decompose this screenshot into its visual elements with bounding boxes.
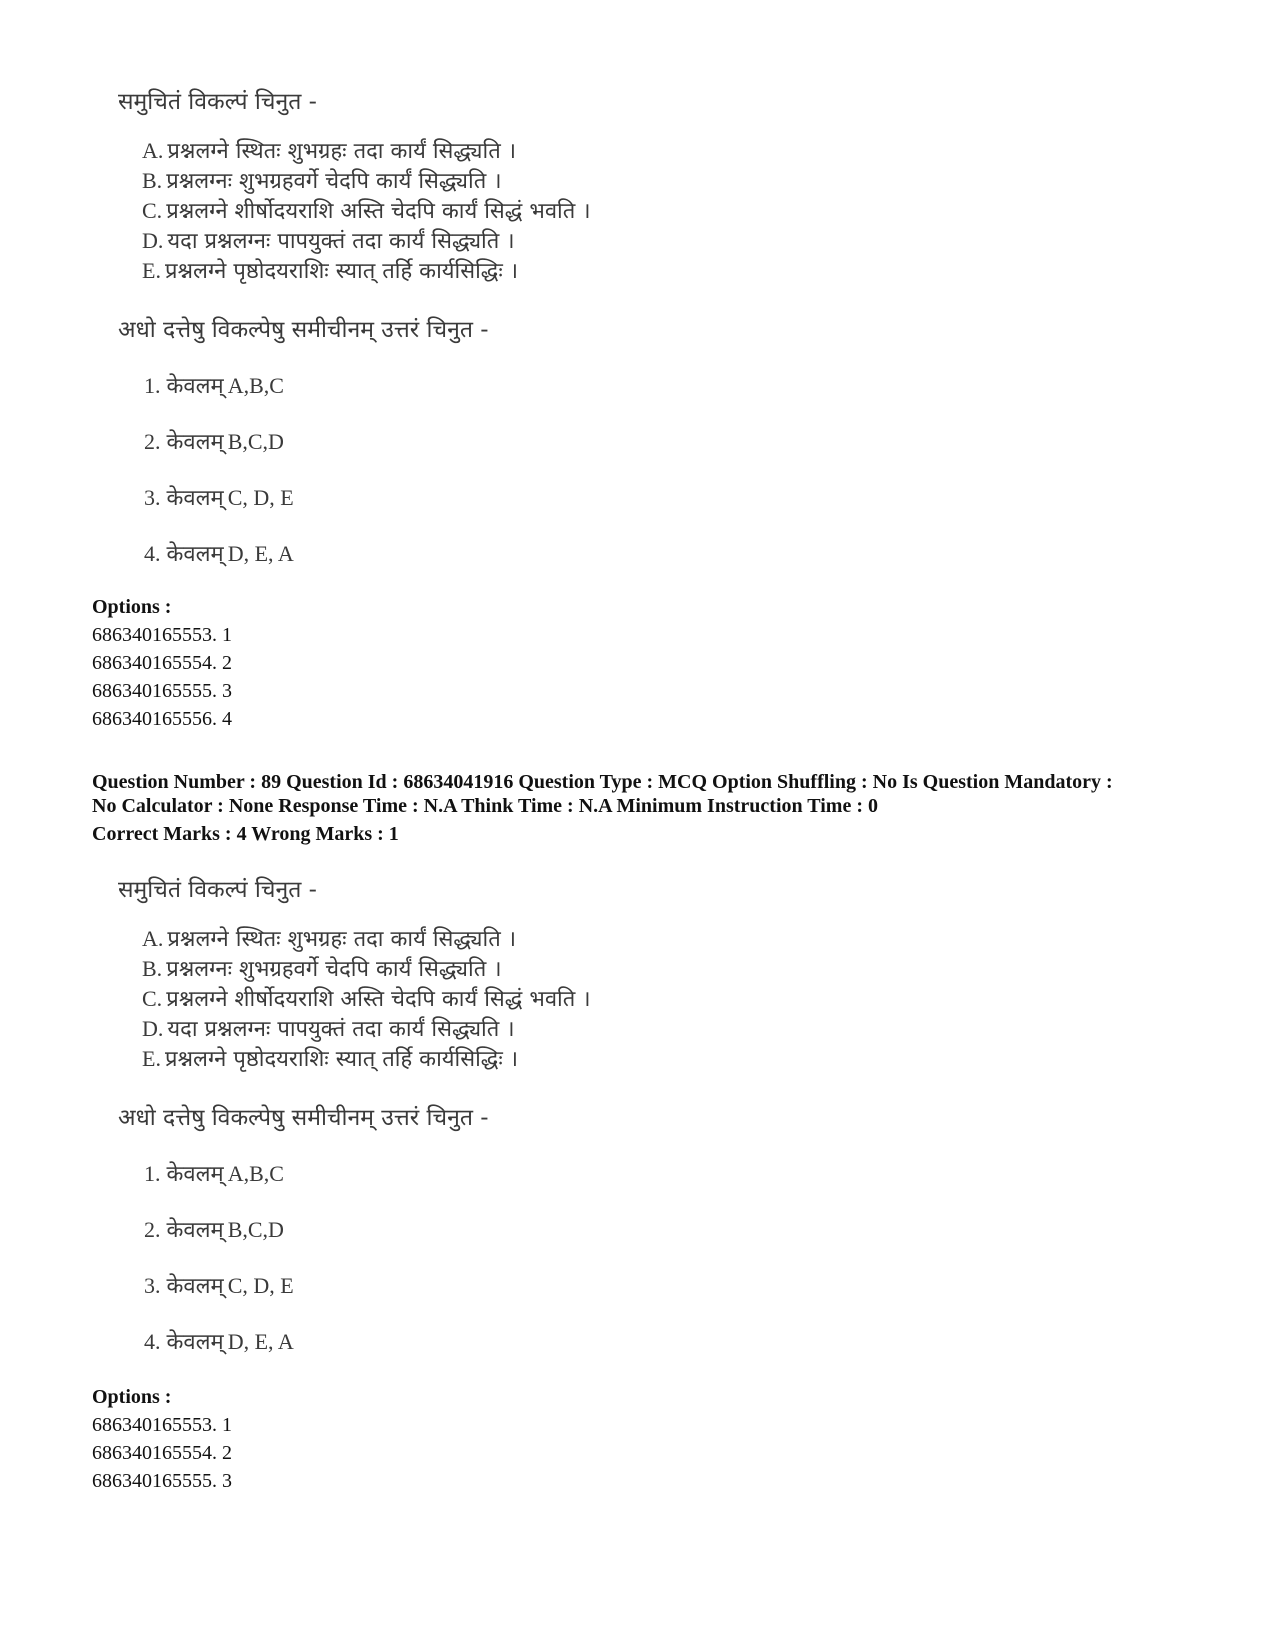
question-instruction: समुचितं विकल्पं चिनुत -: [118, 877, 317, 903]
choice-3: [144, 1270, 294, 1300]
choice-word: केवलम्: [166, 1330, 224, 1355]
statement-b: [142, 170, 502, 193]
choice-number: 4.: [144, 1329, 161, 1354]
statement-label: A.: [142, 926, 164, 951]
statement-text: प्रश्नलग्ने पृष्ठोदयराशिः स्यात् तर्हि कार्यसिद्धिः ।: [164, 259, 519, 284]
choice-number: 1.: [144, 1161, 161, 1186]
options-title: Options :: [92, 1386, 172, 1408]
statement-e: [142, 1048, 518, 1071]
option-row: 686340165553. 1: [92, 624, 232, 646]
question-meta-line2: No Calculator : None Response Time : N.A Think Time : N.A Minimum Instruction Time : 0: [92, 795, 878, 817]
choice-word: केवलम्: [166, 1274, 224, 1299]
choice-word: केवलम्: [166, 1218, 224, 1243]
statement-label: C.: [142, 198, 163, 223]
choice-2: [144, 426, 284, 456]
option-row: 686340165554. 2: [92, 652, 232, 674]
choice-2: [144, 1214, 284, 1244]
choice-1: [144, 1158, 284, 1188]
statement-label: A.: [142, 138, 164, 163]
option-row: 686340165555. 3: [92, 1470, 232, 1492]
choice-value: C, D, E: [227, 1273, 294, 1298]
choice-value: B,C,D: [227, 1217, 284, 1242]
option-row: 686340165555. 3: [92, 680, 232, 702]
question-instruction: समुचितं विकल्पं चिनुत -: [118, 89, 317, 115]
choice-4: [144, 538, 294, 568]
question-prompt: अधो दत्तेषु विकल्पेषु समीचीनम् उत्तरं चिनुत -: [118, 317, 489, 343]
choice-value: C, D, E: [227, 485, 294, 510]
options-title: Options :: [92, 596, 172, 618]
choice-3: [144, 482, 294, 512]
choice-word: केवलम्: [166, 542, 224, 567]
choice-number: 2.: [144, 429, 161, 454]
choice-number: 2.: [144, 1217, 161, 1242]
statement-label: C.: [142, 986, 163, 1011]
choice-value: D, E, A: [227, 541, 294, 566]
statement-d: [142, 230, 515, 253]
option-row: 686340165553. 1: [92, 1414, 232, 1436]
statement-text: प्रश्नलग्नः शुभग्रहवर्गे चेदपि कार्यं सिद्ध्यति ।: [166, 957, 502, 982]
choice-4: [144, 1326, 294, 1356]
statement-text: यदा प्रश्नलग्नः पापयुक्तं तदा कार्यं सिद्ध्यति ।: [167, 1017, 515, 1042]
question-meta-line1: Question Number : 89 Question Id : 68634041916 Question Type : MCQ Option Shuffling : No Is Question Mandatory :: [92, 771, 1113, 793]
statement-label: E.: [142, 1046, 161, 1071]
statement-a: [142, 140, 516, 163]
statement-c: [142, 200, 591, 223]
choice-value: A,B,C: [227, 1161, 284, 1186]
question-prompt: अधो दत्तेषु विकल्पेषु समीचीनम् उत्तरं चिनुत -: [118, 1105, 489, 1131]
choice-1: [144, 370, 284, 400]
question-meta: [92, 770, 1212, 846]
statement-text: प्रश्नलग्ने शीर्षोदयराशि अस्ति चेदपि कार्यं सिद्धं भवति ।: [166, 199, 591, 224]
statement-d: [142, 1018, 515, 1041]
statement-c: [142, 988, 591, 1011]
statement-a: [142, 928, 516, 951]
statement-label: D.: [142, 1016, 164, 1041]
choice-word: केवलम्: [166, 1162, 224, 1187]
statement-text: यदा प्रश्नलग्नः पापयुक्तं तदा कार्यं सिद्ध्यति ।: [167, 229, 515, 254]
statement-text: प्रश्नलग्ने स्थितः शुभग्रहः तदा कार्यं सिद्ध्यति ।: [167, 139, 517, 164]
statement-e: [142, 260, 518, 283]
statement-label: E.: [142, 258, 161, 283]
choice-number: 1.: [144, 373, 161, 398]
choice-value: A,B,C: [227, 373, 284, 398]
choice-word: केवलम्: [166, 374, 224, 399]
statement-b: [142, 958, 502, 981]
choice-value: D, E, A: [227, 1329, 294, 1354]
choice-value: B,C,D: [227, 429, 284, 454]
option-row: 686340165556. 4: [92, 708, 232, 730]
choice-word: केवलम्: [166, 430, 224, 455]
statement-label: D.: [142, 228, 164, 253]
choice-word: केवलम्: [166, 486, 224, 511]
statement-label: B.: [142, 956, 163, 981]
statement-text: प्रश्नलग्ने शीर्षोदयराशि अस्ति चेदपि कार्यं सिद्धं भवति ।: [166, 987, 591, 1012]
choice-number: 4.: [144, 541, 161, 566]
choice-number: 3.: [144, 485, 161, 510]
question-marks: Correct Marks : 4 Wrong Marks : 1: [92, 823, 399, 845]
statement-text: प्रश्नलग्नः शुभग्रहवर्गे चेदपि कार्यं सिद्ध्यति ।: [166, 169, 502, 194]
statement-label: B.: [142, 168, 163, 193]
choice-number: 3.: [144, 1273, 161, 1298]
statement-text: प्रश्नलग्ने पृष्ठोदयराशिः स्यात् तर्हि कार्यसिद्धिः ।: [164, 1047, 519, 1072]
option-row: 686340165554. 2: [92, 1442, 232, 1464]
statement-text: प्रश्नलग्ने स्थितः शुभग्रहः तदा कार्यं सिद्ध्यति ।: [167, 927, 517, 952]
